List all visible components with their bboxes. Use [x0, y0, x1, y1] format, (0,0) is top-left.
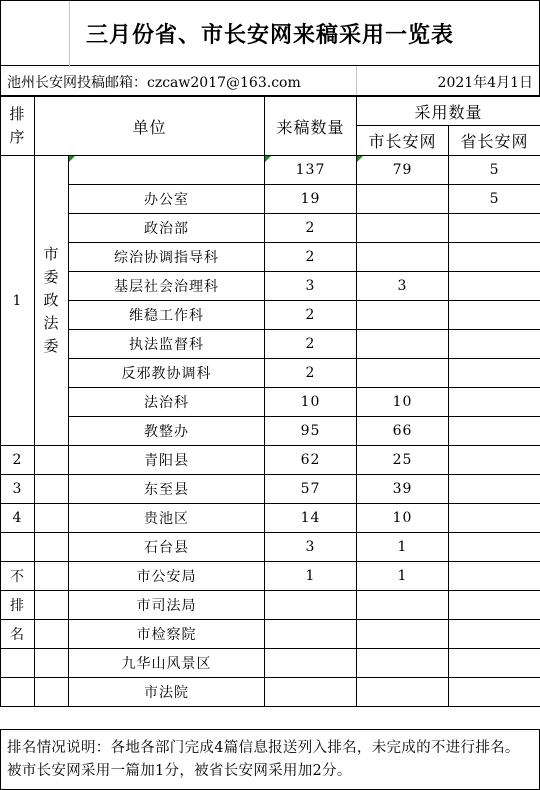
- blank-cell: [35, 620, 69, 649]
- province-cell: [449, 504, 540, 533]
- city-cell: [357, 185, 449, 214]
- table-row: [1, 388, 540, 417]
- rank-cell: 2: [1, 446, 35, 475]
- rank-cell: 3: [1, 475, 35, 504]
- unit-cell: 教整办: [69, 417, 265, 446]
- city-cell: 3: [357, 272, 449, 301]
- table-row: [1, 243, 540, 272]
- count-cell: 2: [265, 301, 357, 330]
- unit-cell: 九华山风景区: [69, 649, 265, 678]
- city-cell: 25: [357, 446, 449, 475]
- province-cell: [449, 272, 540, 301]
- province-cell: [449, 214, 540, 243]
- unit-cell: 市检察院: [69, 620, 265, 649]
- province-cell: 5: [449, 156, 540, 185]
- table-row: [1, 591, 540, 620]
- table-row: [1, 649, 540, 678]
- unit-cell: 贵池区: [69, 504, 265, 533]
- province-cell: [449, 591, 540, 620]
- count-cell: [265, 649, 357, 678]
- city-cell: [357, 214, 449, 243]
- province-cell: [449, 562, 540, 591]
- count-cell: 1: [265, 562, 357, 591]
- blank-cell: [35, 591, 69, 620]
- blank-cell: [35, 504, 69, 533]
- unit-cell: 市公安局: [69, 562, 265, 591]
- header-unit: 单位: [35, 97, 265, 156]
- count-cell: 2: [265, 330, 357, 359]
- header-submissions: 来稿数量: [265, 97, 357, 156]
- city-cell: 66: [357, 417, 449, 446]
- city-cell: [357, 591, 449, 620]
- table-row: [1, 156, 540, 185]
- unit-cell: 维稳工作科: [69, 301, 265, 330]
- adoption-table: [0, 96, 540, 707]
- province-cell: [449, 388, 540, 417]
- table-row: [1, 272, 540, 301]
- province-cell: [449, 330, 540, 359]
- city-cell: [357, 301, 449, 330]
- table-row: [1, 678, 540, 707]
- unit-cell: 基层社会治理科: [69, 272, 265, 301]
- rank-cell: [1, 533, 35, 562]
- city-cell: 1: [357, 562, 449, 591]
- province-cell: [449, 417, 540, 446]
- city-cell: [357, 620, 449, 649]
- unit-cell: 石台县: [69, 533, 265, 562]
- info-bar: [0, 66, 540, 96]
- unranked-label-3: 名: [1, 620, 35, 649]
- city-cell: 1: [357, 533, 449, 562]
- table-row: [1, 301, 540, 330]
- blank-cell: [35, 562, 69, 591]
- province-cell: [449, 620, 540, 649]
- blank-cell: [35, 475, 69, 504]
- unranked-label-1: 不: [1, 562, 35, 591]
- province-cell: [449, 359, 540, 388]
- table-row: [1, 475, 540, 504]
- province-cell: [449, 301, 540, 330]
- group1-rank: 1: [1, 156, 35, 446]
- count-cell: 3: [265, 272, 357, 301]
- unit-cell: 东至县: [69, 475, 265, 504]
- table-row: [1, 330, 540, 359]
- city-cell: [357, 359, 449, 388]
- unit-cell: 综治协调指导科: [69, 243, 265, 272]
- unit-cell: 执法监督科: [69, 330, 265, 359]
- unit-cell: 青阳县: [69, 446, 265, 475]
- info-divider: [356, 66, 357, 95]
- count-cell: 10: [265, 388, 357, 417]
- blank-cell: [35, 678, 69, 707]
- rank-cell: 4: [1, 504, 35, 533]
- unit-cell: 市法院: [69, 678, 265, 707]
- province-cell: [449, 533, 540, 562]
- province-cell: [449, 446, 540, 475]
- table-row: [1, 214, 540, 243]
- header-city-site: 市长安网: [357, 126, 449, 156]
- blank-cell: [35, 649, 69, 678]
- count-cell: 14: [265, 504, 357, 533]
- province-cell: [449, 475, 540, 504]
- city-cell: [357, 243, 449, 272]
- count-cell: 19: [265, 185, 357, 214]
- province-cell: 5: [449, 185, 540, 214]
- count-cell: 95: [265, 417, 357, 446]
- count-cell: 3: [265, 533, 357, 562]
- unit-cell: 办公室: [69, 185, 265, 214]
- header-rank: 排 序: [1, 97, 35, 156]
- province-cell: [449, 678, 540, 707]
- count-cell: 62: [265, 446, 357, 475]
- group1-name: 市 委 政 法 委: [35, 156, 69, 446]
- table-row: [1, 620, 540, 649]
- city-cell: [357, 678, 449, 707]
- submission-email: 池州长安网投稿邮箱：czcaw2017@163.com: [7, 75, 301, 91]
- city-cell: 10: [357, 504, 449, 533]
- table-row: [1, 504, 540, 533]
- unit-cell: [69, 156, 265, 185]
- table-row: [1, 185, 540, 214]
- count-cell: [265, 620, 357, 649]
- count-cell: 2: [265, 214, 357, 243]
- table-row: [1, 446, 540, 475]
- city-cell: [357, 649, 449, 678]
- unit-cell: 政治部: [69, 214, 265, 243]
- province-cell: [449, 649, 540, 678]
- city-cell: 79: [357, 156, 449, 185]
- count-cell: 137: [265, 156, 357, 185]
- blank-cell: [35, 446, 69, 475]
- ranking-note: 排名情况说明：各地各部门完成4篇信息报送列入排名，未完成的不进行排名。被市长安网采用一篇加1分，被省长安网采用加2分。: [0, 729, 540, 790]
- unranked-label-2: 排: [1, 591, 35, 620]
- blank-cell: [1, 649, 35, 678]
- count-cell: [265, 591, 357, 620]
- table-row: [1, 533, 540, 562]
- table-row: [1, 417, 540, 446]
- count-cell: 2: [265, 243, 357, 272]
- blank-cell: [35, 533, 69, 562]
- table-row: [1, 562, 540, 591]
- header-adopted: 采用数量: [357, 97, 540, 126]
- blank-cell: [1, 678, 35, 707]
- city-cell: 10: [357, 388, 449, 417]
- count-cell: 57: [265, 475, 357, 504]
- title-text: 三月份省、市长安网来稿采用一览表: [85, 22, 454, 48]
- table-row: [1, 359, 540, 388]
- city-cell: 39: [357, 475, 449, 504]
- city-cell: [357, 330, 449, 359]
- table-title: [0, 0, 540, 66]
- report-date: 2021年4月1日: [437, 75, 533, 91]
- unit-cell: 法治科: [69, 388, 265, 417]
- unit-cell: 市司法局: [69, 591, 265, 620]
- header-province-site: 省长安网: [449, 126, 540, 156]
- count-cell: [265, 678, 357, 707]
- province-cell: [449, 243, 540, 272]
- count-cell: 2: [265, 359, 357, 388]
- title-blank-cell: [1, 1, 70, 67]
- unit-cell: 反邪教协调科: [69, 359, 265, 388]
